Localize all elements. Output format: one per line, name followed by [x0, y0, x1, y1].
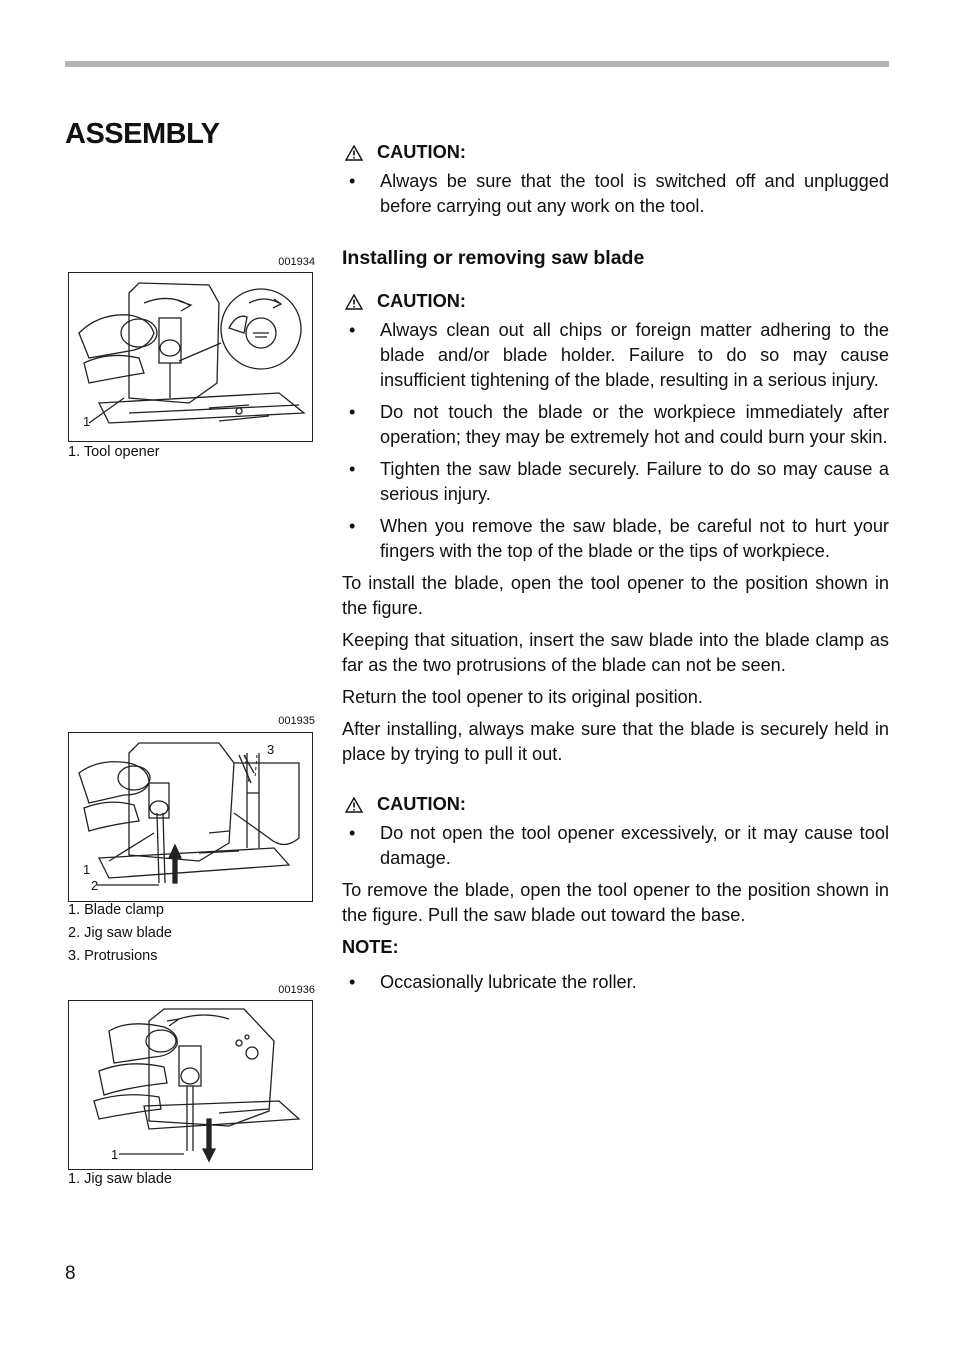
caution-label: CAUTION: — [377, 794, 466, 814]
paragraph: Return the tool opener to its original position. — [342, 687, 703, 707]
figure-3-code: 001936 — [278, 984, 315, 996]
paragraph: To install the blade, open the tool opener to the position shown in the figure. — [342, 573, 889, 618]
note-label: NOTE: — [342, 937, 399, 957]
figure-1-code: 001934 — [278, 256, 315, 268]
section-title: ASSEMBLY — [65, 118, 220, 150]
figure-3-callout-1: 1 — [111, 1147, 119, 1162]
figure-3-illustration — [69, 1001, 311, 1168]
list-item: • When you remove the saw blade, be careful not to hurt your fingers with the top of the blade or the tips of workpiece. — [342, 514, 889, 564]
caution-label: CAUTION: — [377, 291, 466, 311]
caption-line: 3. Protrusions — [68, 948, 158, 964]
figure-1-illustration — [69, 273, 311, 440]
paragraph: Keeping that situation, insert the saw blade into the blade clamp as far as the two protrusions of the blade can not be seen. — [342, 630, 889, 675]
caution-label: CAUTION: — [377, 142, 466, 162]
installing-caution-list — [342, 318, 889, 564]
figure-3-caption — [68, 1168, 172, 1191]
figure-1-caption — [68, 441, 160, 464]
warning-triangle-icon — [345, 797, 363, 813]
figure-2-caption — [68, 899, 172, 968]
caution2-list — [342, 821, 889, 871]
section-heading: Installing or removing saw blade — [342, 247, 645, 269]
list-item: • Always clean out all chips or foreign matter adhering to the blade and/or blade holder. Failure to do so may cause insufficient tightening of the blade, resulting in a serious injury. — [342, 318, 889, 393]
figure-2-callout-3: 3 — [267, 742, 275, 757]
intro-caution-list — [342, 169, 889, 219]
figure-2-callout-1: 1 — [83, 862, 91, 877]
paragraph: To remove the blade, open the tool opener to the position shown in the figure. Pull the saw blade out toward the base. — [342, 880, 889, 925]
figure-1-tool-opener — [68, 272, 313, 442]
caution-heading — [342, 289, 889, 314]
caution-heading — [342, 140, 889, 165]
figure-2-illustration — [69, 733, 311, 900]
figure-2-code: 001935 — [278, 715, 315, 727]
caution-heading — [342, 792, 889, 817]
page-number: 8 — [65, 1263, 76, 1284]
list-item: • Always be sure that the tool is switched off and unplugged before carrying out any work on the tool. — [342, 169, 889, 219]
note-list — [342, 970, 889, 995]
warning-triangle-icon — [345, 294, 363, 310]
list-item: • Tighten the saw blade securely. Failure to do so may cause a serious injury. — [342, 457, 889, 507]
header-rule — [65, 61, 889, 67]
figure-2-blade-clamp — [68, 732, 313, 902]
main-content — [342, 140, 889, 1002]
warning-triangle-icon — [345, 145, 363, 161]
list-item: • Do not touch the blade or the workpiece immediately after operation; they may be extremely hot and could burn your skin. — [342, 400, 889, 450]
figure-3-jig-saw-blade — [68, 1000, 313, 1170]
list-item: • Do not open the tool opener excessively, or it may cause tool damage. — [342, 821, 889, 871]
caption-line: 1. Jig saw blade — [68, 1171, 172, 1187]
figure-2-callout-2: 2 — [91, 878, 99, 893]
paragraph: After installing, always make sure that the blade is securely held in place by trying to pull it out. — [342, 719, 889, 764]
caption-line: 1. Tool opener — [68, 444, 160, 460]
list-item: • Occasionally lubricate the roller. — [342, 970, 889, 995]
figure-1-callout-1: 1 — [83, 414, 91, 429]
caption-line: 1. Blade clamp — [68, 902, 164, 918]
caption-line: 2. Jig saw blade — [68, 925, 172, 941]
